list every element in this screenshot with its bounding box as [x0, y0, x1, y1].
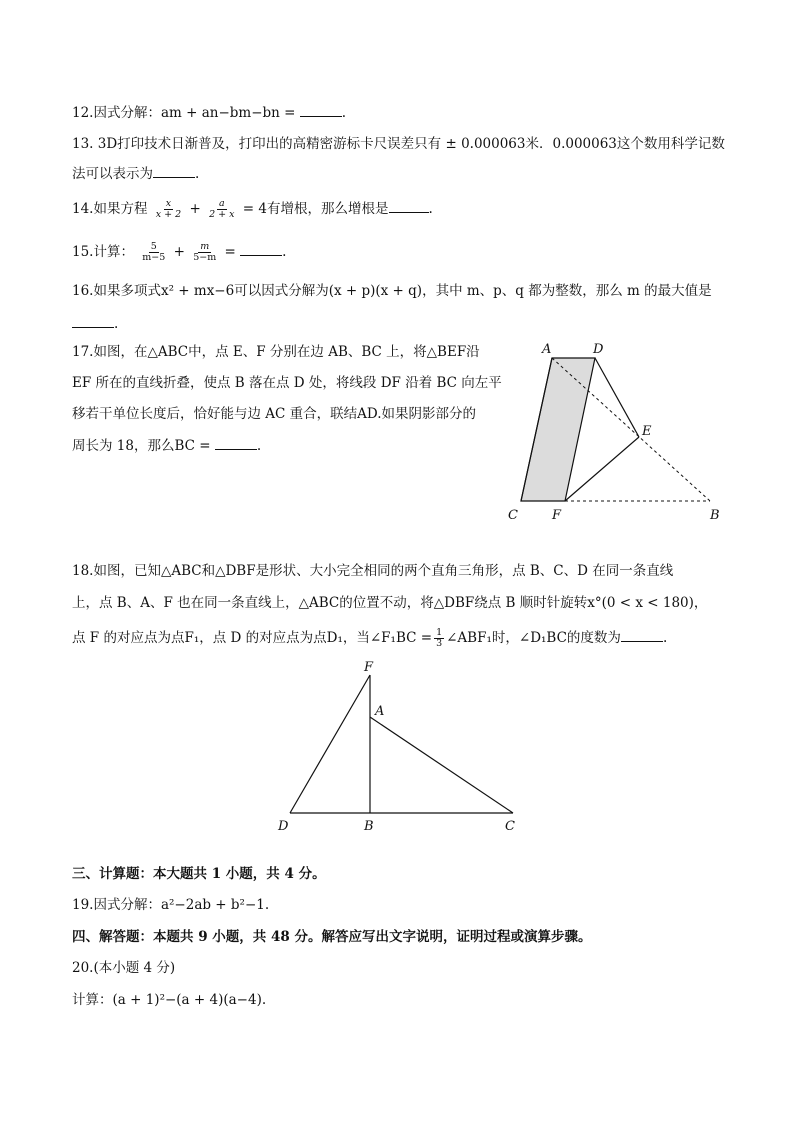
q17-label-C: C: [508, 508, 518, 523]
q15-frac1-denominator: m−5: [142, 252, 166, 263]
q14-answer-blank[interactable]: [389, 200, 429, 213]
q18-line3b: ∠ABF₁时，∠D₁BC的度数为: [446, 630, 621, 646]
q15-answer-blank[interactable]: [240, 243, 282, 256]
question-18-line3: [72, 628, 667, 649]
q14-frac2-denominator: 2 + x: [209, 209, 235, 220]
q15-plus: +: [173, 244, 185, 260]
q17-label-E: E: [642, 424, 652, 439]
q16-answer-blank[interactable]: [72, 315, 114, 328]
q18-segment-AC: [370, 717, 513, 813]
q17-label-D: D: [593, 342, 604, 357]
question-17-line1: 17.如图，在△ABC中，点 E、F 分别在边 AB、BC 上，将△BEF沿: [72, 344, 480, 360]
q15-frac1-numerator: 5: [150, 241, 157, 252]
q17-end: .: [256, 438, 262, 454]
question-13-line2: [72, 164, 199, 184]
q14-end: .: [428, 201, 433, 217]
q14-frac1-denominator: x + 2: [155, 209, 182, 220]
q14-prefix: 14.如果方程: [72, 201, 148, 217]
q15-frac2-denominator: 5−m: [193, 252, 217, 263]
q18-segment-DF: [290, 675, 370, 813]
q15-fraction-2: [191, 242, 218, 263]
section-3-heading: 三、计算题：本大题共 1 小题，共 4 分。: [72, 866, 326, 882]
q18-frac-denominator: 3: [436, 638, 443, 649]
q12-prefix: 12.因式分解：: [72, 105, 161, 121]
q15-fraction-1: [140, 242, 167, 263]
q18-frac-numerator: 1: [436, 627, 443, 638]
question-15: [72, 242, 286, 263]
q16-end: .: [114, 316, 119, 332]
q18-label-C: C: [505, 819, 515, 834]
q18-answer-blank[interactable]: [621, 629, 663, 642]
q15-end: .: [282, 244, 287, 260]
question-20-text: 计算：(a + 1)²−(a + 4)(a−4).: [72, 992, 267, 1008]
q15-prefix: 15.计算：: [72, 244, 134, 260]
q18-label-F: F: [364, 660, 374, 675]
question-14: [72, 199, 433, 220]
question-16-line1: 16.如果多项式x² + mx−6可以因式分解为(x + p)(x + q)，其中 m、p、q 都为整数，那么 m 的最大值是: [72, 283, 712, 299]
q14-suffix: = 4有增根，那么增根是: [242, 201, 389, 217]
q13-line2-text: 法可以表示为: [72, 166, 153, 182]
q14-fraction-2: [207, 199, 236, 220]
q13-end: .: [195, 166, 200, 182]
q17-label-A: A: [542, 342, 552, 357]
q18-label-B: B: [364, 819, 374, 834]
q14-frac2-numerator: a: [218, 198, 225, 209]
q18-label-A: A: [375, 704, 385, 719]
q14-fraction-1: [154, 199, 183, 220]
q17-figure: [500, 335, 730, 530]
q12-answer-blank[interactable]: [300, 104, 342, 117]
question-17-line4: [72, 436, 261, 456]
section-4-heading: 四、解答题：本题共 9 小题，共 48 分。解答应写出文字说明，证明过程或演算步骤。: [72, 929, 592, 945]
q17-segment-DE: [595, 358, 639, 437]
q15-frac2-numerator: m: [200, 241, 210, 252]
q14-plus: +: [189, 201, 201, 217]
q18-fraction: [434, 628, 444, 649]
q18-end: .: [662, 630, 668, 646]
q17-label-B: B: [710, 508, 720, 523]
q12-end: .: [341, 105, 347, 121]
question-13-line1: 13. 3D打印技术日渐普及，打印出的高精密游标卡尺误差只有 ± 0.000063米．0.000063这个数用科学记数: [72, 136, 725, 152]
question-18-line1: 18.如图，已知△ABC和△DBF是形状、大小完全相同的两个直角三角形，点 B、C、D 在同一条直线: [72, 563, 674, 579]
q18-label-D: D: [278, 819, 289, 834]
q14-frac1-numerator: x: [165, 198, 172, 209]
question-17-line3: 移若干单位长度后，恰好能与边 AC 重合，联结AD.如果阴影部分的: [72, 406, 477, 422]
question-16-line2: [72, 314, 118, 334]
question-20-title: 20.(本小题 4 分): [72, 960, 176, 976]
q18-figure: [270, 655, 530, 840]
q17-label-F: F: [552, 508, 562, 523]
question-12: [72, 103, 346, 123]
q17-shaded-parallelogram: [521, 358, 595, 501]
q15-eq: =: [224, 244, 236, 260]
q13-answer-blank[interactable]: [153, 165, 195, 178]
q18-line3a: 点 F 的对应点为点F₁，点 D 的对应点为点D₁，当∠F₁BC =: [72, 630, 433, 646]
q17-line4-text: 周长为 18，那么BC =: [72, 438, 211, 454]
q12-expr: am + an−bm−bn =: [160, 105, 296, 121]
q17-answer-blank[interactable]: [215, 437, 257, 450]
question-18-line2: 上，点 B、A、F 也在同一条直线上，△ABC的位置不动，将△DBF绕点 B 顺时针旋转x°(0 < x < 180)，: [72, 595, 708, 611]
question-17-line2: EF 所在的直线折叠，使点 B 落在点 D 处，将线段 DF 沿着 BC 向左平: [72, 375, 502, 391]
question-19: 19.因式分解：a²−2ab + b²−1.: [72, 897, 270, 913]
